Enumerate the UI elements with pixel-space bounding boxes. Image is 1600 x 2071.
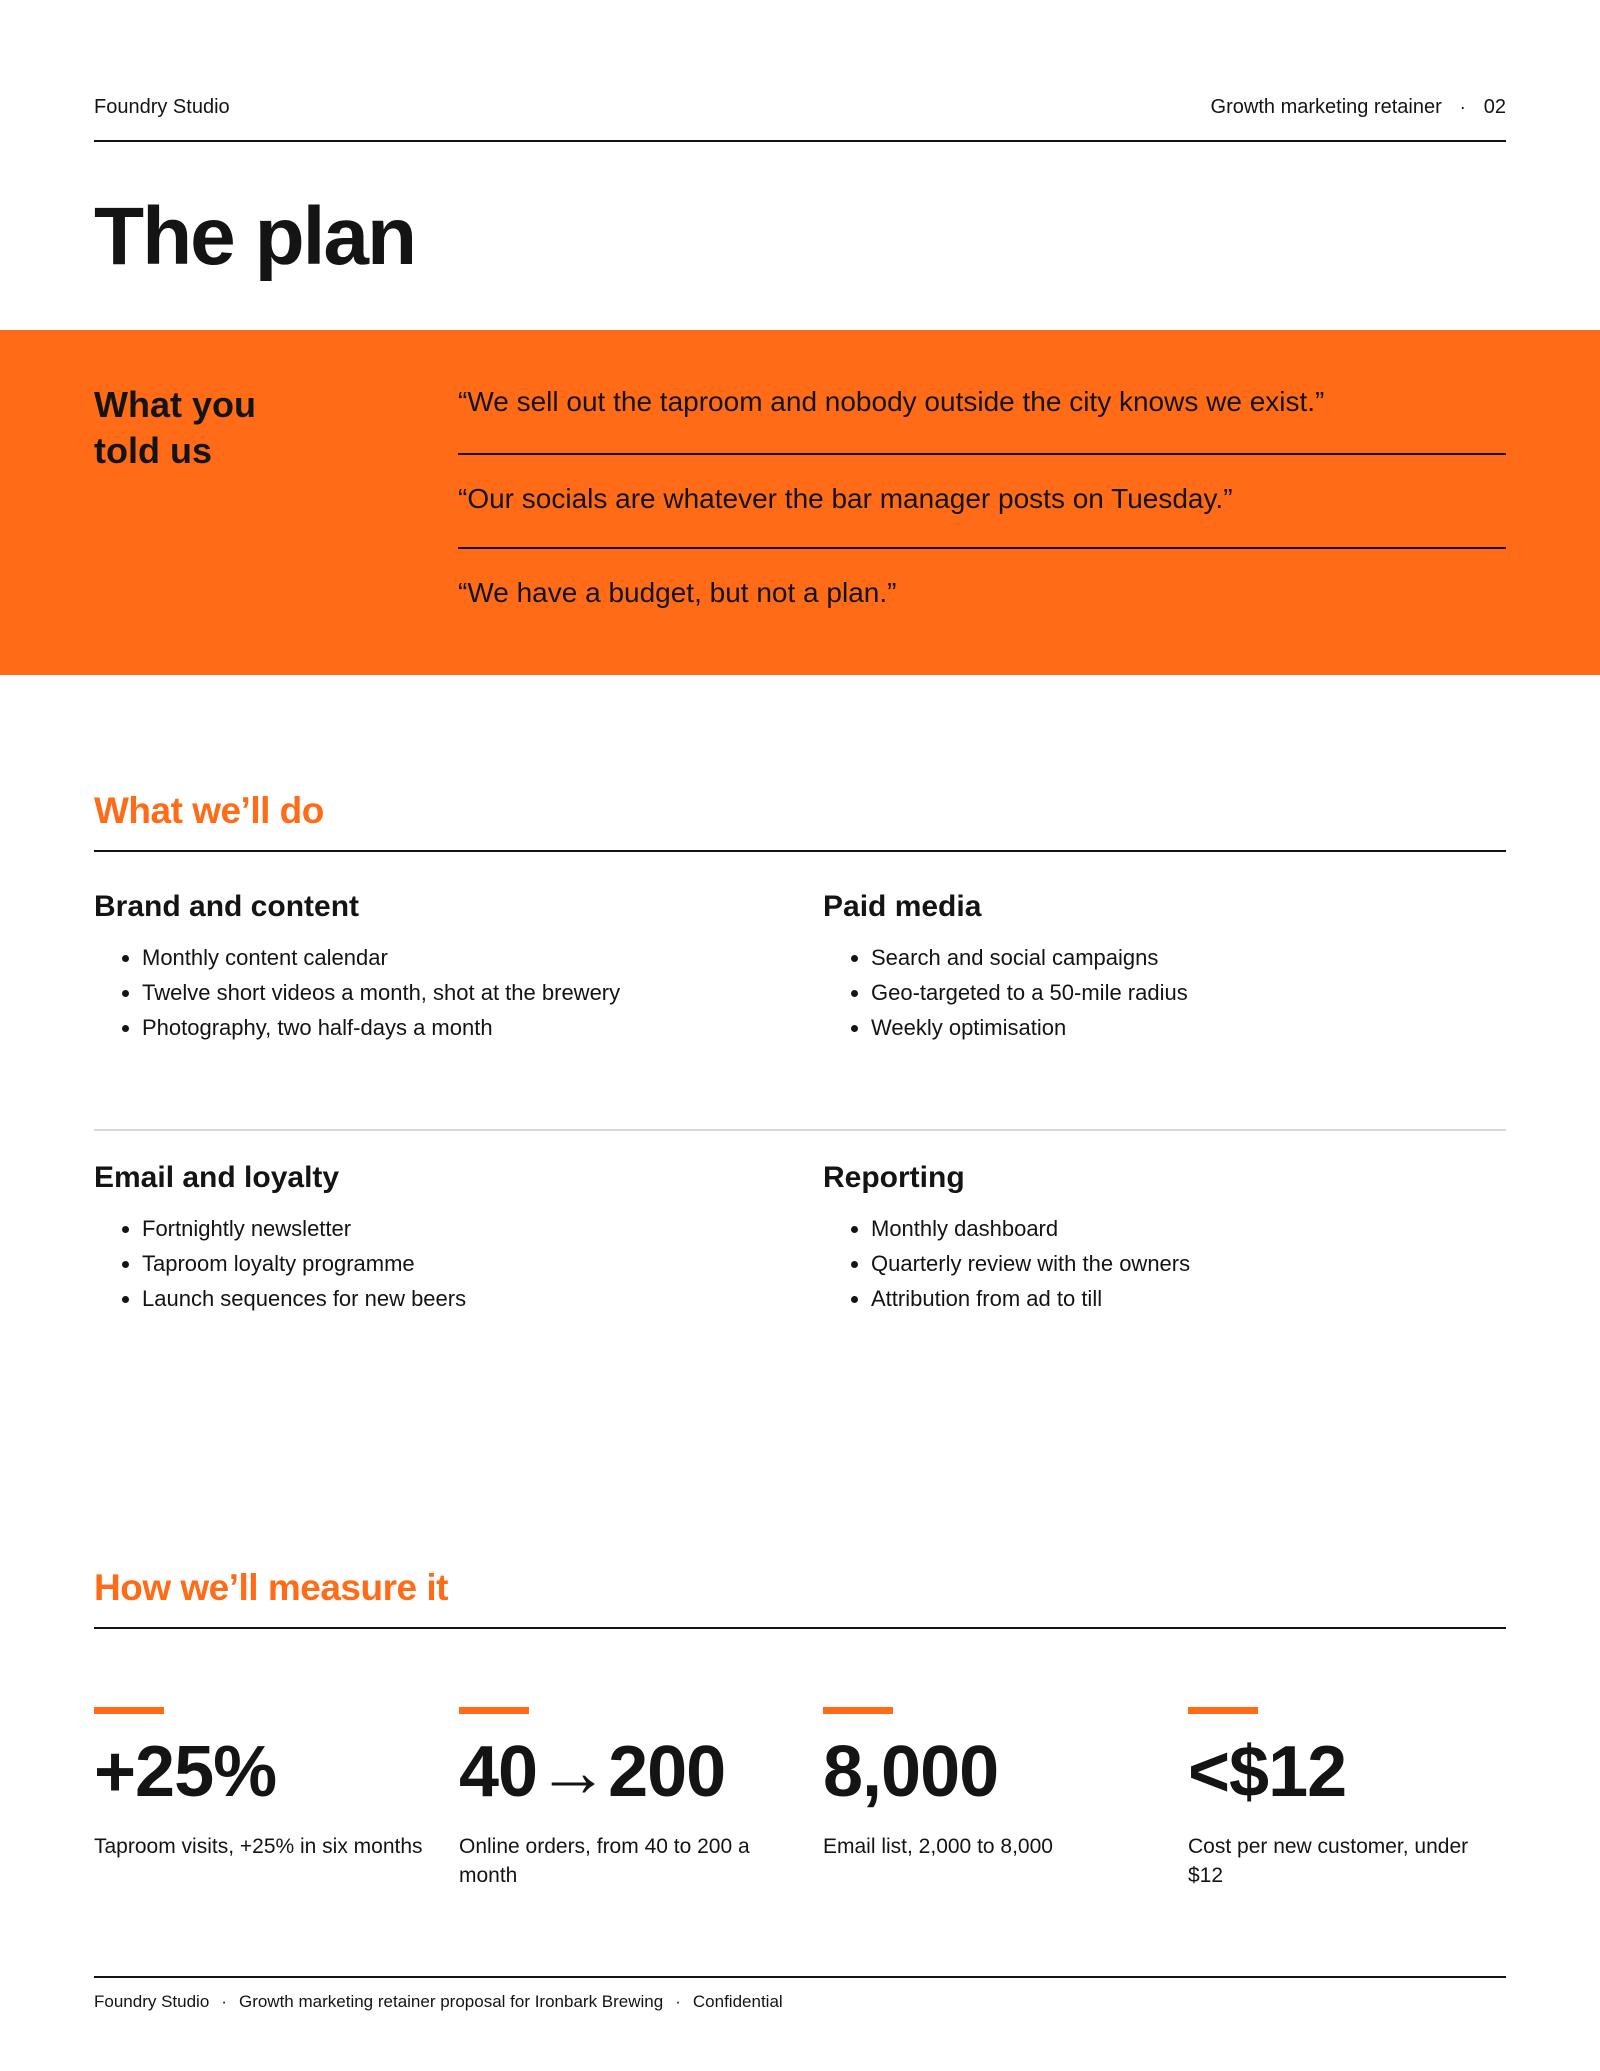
service-title: Brand and content bbox=[94, 890, 360, 923]
service-block-email-loyalty bbox=[94, 1161, 694, 1316]
page-header bbox=[94, 96, 1506, 142]
service-block-reporting bbox=[823, 1161, 1423, 1316]
metric-description: Cost per new customer, under $12 bbox=[1188, 1835, 1469, 1887]
metric-online-orders bbox=[459, 1707, 789, 1890]
footer-proposal: Growth marketing retainer proposal for Ironbark Brewing bbox=[238, 1992, 664, 2011]
metric-value: 8,000 bbox=[823, 1732, 999, 1812]
what-you-told-us-band bbox=[0, 330, 1600, 675]
list-item: • Launch sequences for new beers bbox=[142, 1281, 694, 1316]
how-well-measure-heading: How we’ll measure it bbox=[94, 1567, 1506, 1629]
footer-studio: Foundry Studio bbox=[94, 1992, 210, 2011]
what-well-do-heading: What we’ll do bbox=[94, 790, 1506, 852]
list-item: • Fortnightly newsletter bbox=[142, 1211, 694, 1246]
footer-confidential: Confidential bbox=[692, 1992, 783, 2011]
service-block-paid-media bbox=[823, 890, 1423, 1045]
metric-value: +25% bbox=[94, 1732, 277, 1812]
client-quote: “Our socials are whatever the bar manager posts on Tuesday.” bbox=[458, 455, 1506, 549]
service-divider bbox=[94, 1129, 1506, 1131]
service-title: Paid media bbox=[823, 890, 982, 923]
header-right bbox=[1211, 96, 1506, 119]
metric-description: Online orders, from 40 to 200 a month bbox=[459, 1835, 750, 1887]
service-block-brand-content bbox=[94, 890, 694, 1045]
service-title: Email and loyalty bbox=[94, 1161, 340, 1194]
service-list bbox=[823, 940, 1423, 1045]
client-quote: “We sell out the taproom and nobody outside the city knows we exist.” bbox=[458, 330, 1506, 455]
service-list bbox=[94, 940, 694, 1045]
header-separator: · bbox=[1459, 97, 1466, 117]
list-item: • Quarterly review with the owners bbox=[871, 1246, 1423, 1281]
list-item: • Weekly optimisation bbox=[871, 1010, 1423, 1045]
metric-description: Email list, 2,000 to 8,000 bbox=[823, 1835, 1053, 1858]
footer-separator: · bbox=[221, 1992, 227, 2011]
metric-cost-per-customer bbox=[1188, 1707, 1506, 1890]
service-title: Reporting bbox=[823, 1161, 965, 1194]
list-item: • Attribution from ad to till bbox=[871, 1281, 1423, 1316]
page-title: The plan bbox=[94, 191, 416, 282]
footer-separator: · bbox=[675, 1992, 681, 2011]
heading-line-2: told us bbox=[94, 430, 212, 471]
list-item: • Taproom loyalty programme bbox=[142, 1246, 694, 1281]
service-list bbox=[94, 1211, 694, 1316]
client-quotes bbox=[458, 330, 1506, 643]
metric-value: <$12 bbox=[1188, 1732, 1347, 1812]
metric-taproom-visits bbox=[94, 1707, 424, 1861]
list-item: • Monthly content calendar bbox=[142, 940, 694, 975]
metric-email-list bbox=[823, 1707, 1153, 1861]
studio-name: Foundry Studio bbox=[94, 96, 230, 118]
page-footer bbox=[94, 1976, 1506, 2012]
list-item: • Monthly dashboard bbox=[871, 1211, 1423, 1246]
page-number: 02 bbox=[1483, 96, 1506, 118]
what-you-told-us-heading bbox=[94, 382, 354, 474]
list-item: • Search and social campaigns bbox=[871, 940, 1423, 975]
metric-accent-bar bbox=[94, 1707, 164, 1714]
heading-line-1: What you bbox=[94, 384, 256, 425]
list-item: • Twelve short videos a month, shot at the brewery bbox=[142, 975, 694, 1010]
metric-accent-bar bbox=[823, 1707, 893, 1714]
client-quote: “We have a budget, but not a plan.” bbox=[458, 577, 897, 608]
document-title: Growth marketing retainer bbox=[1210, 96, 1442, 118]
list-item: • Geo-targeted to a 50-mile radius bbox=[871, 975, 1423, 1010]
metric-value: 40→200 bbox=[459, 1732, 726, 1812]
list-item: • Photography, two half-days a month bbox=[142, 1010, 694, 1045]
metric-description: Taproom visits, +25% in six months bbox=[94, 1835, 423, 1858]
service-list bbox=[823, 1211, 1423, 1316]
metric-accent-bar bbox=[1188, 1707, 1258, 1714]
metric-accent-bar bbox=[459, 1707, 529, 1714]
